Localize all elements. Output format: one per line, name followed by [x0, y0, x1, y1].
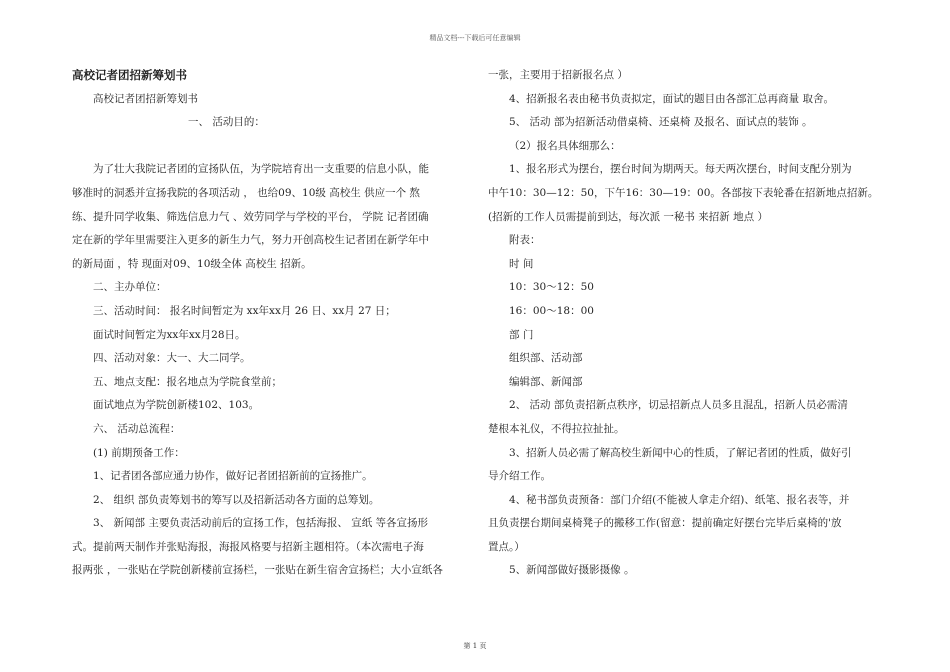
text-line: 2、 组织 部负责筹划书的筹写以及招新活动各方面的总筹划。 [93, 493, 380, 506]
text-line: 四、活动对象：大一、大二同学。 [93, 352, 251, 365]
text-line: 5、 活动 部为招新活动借桌椅、还桌椅 及报名、面试点的装饰 。 [509, 116, 813, 129]
text-line: 置点。） [488, 540, 525, 553]
text-line: 16：00～18：00 [509, 304, 594, 317]
text-line: 编辑部、新闻部 [509, 375, 583, 388]
text-line: 一、 活动目的： [188, 116, 265, 129]
text-line: 报两张 ，一张贴在学院创新楼前宣扬栏，一张贴在新生宿舍宣扬栏；大小宣纸各 [72, 564, 443, 577]
text-line: 且负责摆台期间桌椅凳子的搬移工作(留意：提前确定好摆台完毕后桌椅的'放 [488, 517, 842, 530]
text-line: 定在新的学年里需要注入更多的新生力气，努力开创高校生记者团在新学年中 [72, 234, 429, 247]
text-line: 三、活动时间： 报名时间暂定为 xx年xx月 26 日、xx月 27 日； [93, 304, 396, 317]
blank-line [72, 135, 462, 159]
page-footer: 第 1 页 [463, 642, 487, 650]
right-column [488, 64, 880, 583]
text-line: 中午10：30—12：50，下午16：30—19：00。各部按下表轮番在招新地点招新。 [488, 186, 879, 199]
document-title: 高校记者团招新筹划书 [72, 68, 187, 82]
text-line: 够准时的洞悉并宣扬我院的各项活动 ， 也给09、10级 高校生 供应一个 熬 [72, 186, 420, 199]
text-line: 10：30～12：50 [509, 281, 594, 294]
text-line: 附表： [509, 234, 541, 247]
text-line: 五、地点支配：报名地点为学院食堂前； [93, 375, 282, 388]
text-line: 式。提前两天制作并张贴海报，海报风格要与招新主题相符。（本次需电子海 [72, 540, 424, 553]
text-line: 一张，主要用于招新报名点 ） [488, 69, 628, 81]
text-line: 3、 新闻部 主要负责活动前后的宣扬工作，包括海报、 宣纸 等各宣扬形 [93, 517, 429, 530]
text-line: 4、秘书部负责预备：部门介绍(不能被人拿走介绍)、纸笔、报名表等，并 [509, 493, 850, 506]
text-line: 4、招新报名表由秘书负责拟定，面试的题目由各部汇总再商量 取舍。 [509, 92, 835, 105]
text-line: (招新的工作人员需提前到达，每次派 一秘书 来招新 地点 ） [488, 210, 768, 223]
page-header: 精品文档---下载后可任意编辑 [429, 34, 521, 42]
text-line: 5、新闻部做好摄影摄像 。 [509, 564, 635, 577]
text-line: 部 门 [509, 328, 534, 341]
text-line: 组织部、活动部 [509, 352, 583, 365]
text-line: 1、记者团各部应通力协作，做好记者团招新前的宣扬推广。 [93, 470, 373, 483]
text-line: (1) 前期预备工作： [93, 446, 185, 459]
text-line: 2、 活动 部负责招新点秩序，切忌招新点人员多且混乱，招新人员必需清 [509, 399, 848, 412]
text-line: 的新局面 ，特 现面对09、10级全体 高校生 招新。 [72, 257, 312, 270]
left-column [72, 64, 462, 583]
text-line: 时 间 [509, 257, 534, 270]
text-line: 楚根本礼仪，不得拉拉扯扯。 [488, 422, 625, 435]
text-line: （2）报名具体细那么： [509, 139, 621, 152]
text-line: 面试地点为学院创新楼102、103。 [93, 399, 260, 412]
text-line: 高校记者团招新筹划书 [93, 92, 198, 105]
text-line: 3、招新人员必需了解高校生新闻中心的性质，了解记者团的性质，做好引 [509, 446, 852, 459]
text-line: 面试时间暂定为xx年xx月28日。 [93, 328, 246, 341]
text-line: 为了壮大我院记者团的宣扬队伍，为学院培育出一支重要的信息小队，能 [93, 163, 429, 176]
text-line: 1、报名形式为摆台，摆台时间为期两天。每天两次摆台，时间支配分别为 [509, 163, 852, 176]
text-line: 导介绍工作。 [488, 470, 551, 483]
text-line: 二、主办单位： [93, 281, 167, 294]
text-line: 练、提升同学收集、筛选信息力气 、效劳同学与学校的平台， 学院 记者团确 [72, 210, 429, 223]
text-line: 六、 活动总流程： [93, 422, 181, 435]
